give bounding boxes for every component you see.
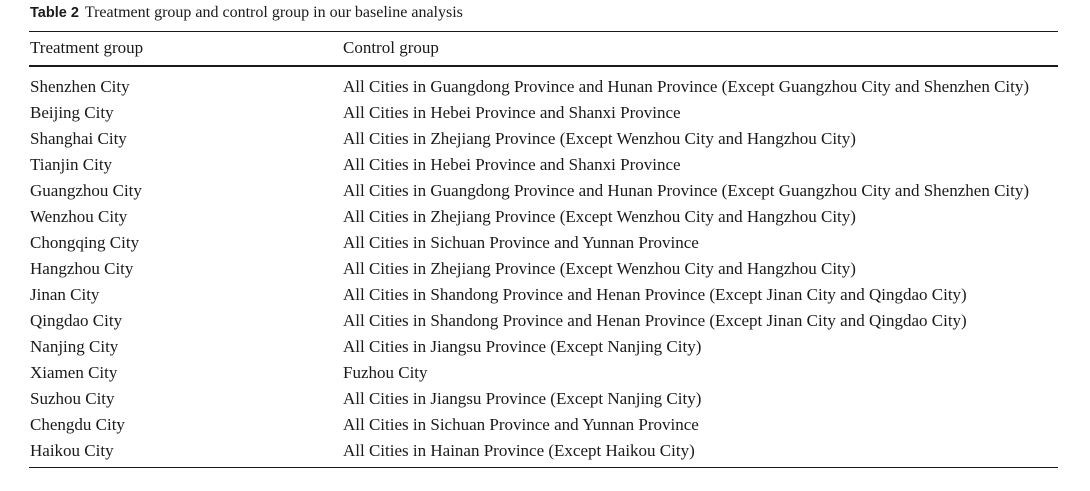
table-row (0, 178, 1090, 204)
treatment-cell: Guangzhou City (30, 181, 142, 200)
header-rule (29, 65, 1058, 67)
control-cell: All Cities in Shandong Province and Henan Province (Except Jinan City and Qingdao City) (343, 311, 967, 330)
control-cell: All Cities in Guangdong Province and Hunan Province (Except Guangzhou City and Shenzhen City) (343, 77, 1030, 96)
table-row (0, 204, 1090, 230)
treatment-cell: Beijing City (30, 103, 114, 122)
table-body (0, 74, 1090, 464)
treatment-cell: Jinan City (30, 285, 100, 304)
header-control-group: Control group (343, 38, 439, 57)
control-cell: All Cities in Zhejiang Province (Except Wenzhou City and Hangzhou City) (343, 129, 856, 148)
control-cell: All Cities in Sichuan Province and Yunnan Province (343, 233, 699, 252)
treatment-cell: Suzhou City (30, 389, 115, 408)
treatment-cell: Tianjin City (30, 155, 113, 174)
top-rule (29, 31, 1058, 32)
table-row (0, 386, 1090, 412)
treatment-cell: Chengdu City (30, 415, 125, 434)
header-treatment-group: Treatment group (30, 38, 144, 57)
treatment-cell: Shanghai City (30, 129, 127, 148)
control-cell: All Cities in Zhejiang Province (Except Wenzhou City and Hangzhou City) (343, 207, 856, 226)
control-cell: All Cities in Sichuan Province and Yunnan Province (343, 415, 699, 434)
control-cell: All Cities in Hainan Province (Except Haikou City) (343, 441, 695, 460)
table-caption (30, 3, 463, 23)
table-row (0, 230, 1090, 256)
treatment-cell: Shenzhen City (30, 77, 130, 96)
control-cell: All Cities in Jiangsu Province (Except Nanjing City) (343, 389, 702, 408)
control-cell: Fuzhou City (343, 363, 428, 382)
treatment-cell: Nanjing City (30, 337, 119, 356)
table-label: Table 2 (30, 5, 79, 21)
control-cell: All Cities in Jiangsu Province (Except Nanjing City) (343, 337, 702, 356)
table-row (0, 282, 1090, 308)
table-row (0, 412, 1090, 438)
control-cell: All Cities in Zhejiang Province (Except Wenzhou City and Hangzhou City) (343, 259, 856, 278)
bottom-rule (29, 467, 1058, 468)
treatment-cell: Qingdao City (30, 311, 123, 330)
table-title: Treatment group and control group in our baseline analysis (84, 4, 463, 21)
treatment-cell: Hangzhou City (30, 259, 134, 278)
table-row (0, 334, 1090, 360)
table-row (0, 74, 1090, 100)
table-row (0, 152, 1090, 178)
table-row (0, 256, 1090, 282)
table-row (0, 100, 1090, 126)
control-cell: All Cities in Hebei Province and Shanxi Province (343, 155, 681, 174)
table-row (0, 360, 1090, 386)
treatment-cell: Xiamen City (30, 363, 118, 382)
treatment-cell: Haikou City (30, 441, 114, 460)
table-row (0, 438, 1090, 464)
treatment-cell: Wenzhou City (30, 207, 128, 226)
treatment-cell: Chongqing City (30, 233, 140, 252)
control-cell: All Cities in Shandong Province and Henan Province (Except Jinan City and Qingdao City) (343, 285, 967, 304)
table-row (0, 308, 1090, 334)
table-row (0, 126, 1090, 152)
control-cell: All Cities in Guangdong Province and Hunan Province (Except Guangzhou City and Shenzhen City) (343, 181, 1030, 200)
control-cell: All Cities in Hebei Province and Shanxi Province (343, 103, 681, 122)
